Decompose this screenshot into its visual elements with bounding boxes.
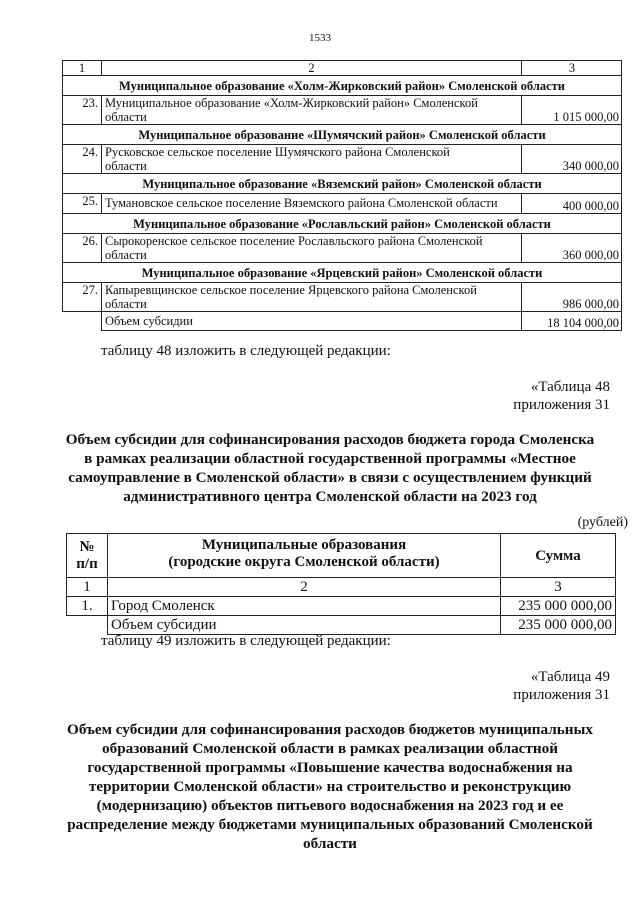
row-name: Русковское сельское поселение Шумячского района Смоленской области (102, 145, 522, 174)
header-municipalities: Муниципальные образования (городские округа Смоленской области) (108, 534, 501, 578)
index-col-1: 1 (67, 578, 108, 597)
total-label: Объем субсидии (108, 616, 501, 635)
title-line: Объем субсидии для софинансирования расходов бюджетов муниципальных (67, 721, 593, 738)
table-row (67, 597, 616, 616)
index-col-3: 3 (501, 578, 616, 597)
row-number: 1. (67, 597, 108, 616)
total-label: Объем субсидии (102, 312, 522, 331)
table-49-reference (513, 668, 610, 704)
row-amount: 340 000,00 (522, 145, 622, 174)
page-number: 1533 (309, 32, 331, 44)
table-group-26 (63, 214, 622, 263)
instruction-table-49: таблицу 49 изложить в следующей редакции: (101, 633, 391, 649)
row-amount: 360 000,00 (522, 234, 622, 263)
subsidy-table-48 (66, 533, 616, 635)
title-line: распределение между бюджетами муниципальных образований Смоленской (67, 816, 593, 833)
section-row: Муниципальное образование «Ярцевский район» Смоленской области (63, 263, 622, 283)
subsidy-table-continued (62, 60, 622, 331)
section-row: Муниципальное образование «Рославльский район» Смоленской области (63, 214, 622, 234)
table-48-label: «Таблица 48 (530, 379, 610, 395)
table-row (63, 145, 622, 174)
row-amount: 986 000,00 (522, 283, 622, 312)
total-row (67, 616, 616, 635)
row-amount: 400 000,00 (522, 194, 622, 214)
total-row (63, 312, 622, 331)
appendix-31-label: приложения 31 (513, 397, 610, 413)
row-name: Муниципальное образование «Холм-Жирковский район» Смоленской области (102, 96, 522, 125)
total-amount: 18 104 000,00 (522, 312, 622, 331)
table-row (63, 194, 622, 214)
section-row: Муниципальное образование «Шумячский район» Смоленской области (63, 125, 622, 145)
total-empty-cell (63, 312, 102, 331)
title-line: государственной программы «Повышение качества водоснабжения на (87, 759, 573, 776)
title-line: образований Смоленской области в рамках реализации областной (102, 740, 558, 757)
table-group-23 (63, 76, 622, 125)
title-line: административного центра Смоленской области на 2023 год (123, 488, 537, 505)
title-line: Объем субсидии для софинансирования расходов бюджета города Смоленска (65, 431, 595, 448)
header-col-3: 3 (522, 61, 622, 76)
section-row: Муниципальное образование «Холм-Жирковский район» Смоленской области (63, 76, 622, 96)
row-amount: 1 015 000,00 (522, 96, 622, 125)
total-amount: 235 000 000,00 (501, 616, 616, 635)
row-number: 23. (63, 96, 102, 125)
table-48-title (40, 430, 620, 506)
table-row (63, 96, 622, 125)
row-name: Капыревщинское сельское поселение Ярцевского района Смоленской области (102, 283, 522, 312)
instruction-table-48: таблицу 48 изложить в следующей редакции: (101, 343, 391, 359)
table-48-reference (513, 378, 610, 414)
row-number: 24. (63, 145, 102, 174)
section-row: Муниципальное образование «Вяземский район» Смоленской области (63, 174, 622, 194)
table-row (63, 234, 622, 263)
title-line: самоуправление в Смоленской области» в связи с осуществлением функций (68, 469, 592, 486)
table-header-row (63, 61, 622, 76)
table-group-25 (63, 174, 622, 214)
index-col-2: 2 (108, 578, 501, 597)
title-line: области (303, 835, 357, 852)
header-col-1: 1 (63, 61, 102, 76)
table-header-row (67, 534, 616, 578)
total-empty-cell (67, 616, 108, 635)
row-number: 27. (63, 283, 102, 312)
units-label: (рублей) (577, 515, 628, 530)
title-line: территории Смоленской области» на строительство и реконструкцию (88, 778, 572, 795)
table-row (63, 283, 622, 312)
table-49-title (40, 720, 620, 853)
table-49-label: «Таблица 49 (530, 669, 610, 685)
row-amount: 235 000 000,00 (501, 597, 616, 616)
title-line: в рамках реализации областной государственной программы «Местное (84, 450, 576, 467)
header-col-2: 2 (102, 61, 522, 76)
row-name: Город Смоленск (108, 597, 501, 616)
row-number: 25. (63, 194, 102, 214)
header-number: № п/п (67, 534, 108, 578)
appendix-31-label: приложения 31 (513, 687, 610, 703)
row-name: Сырокоренское сельское поселение Рославльского района Смоленской области (102, 234, 522, 263)
row-number: 26. (63, 234, 102, 263)
header-sum: Сумма (501, 534, 616, 578)
index-row (67, 578, 616, 597)
title-line: (модернизацию) объектов питьевого водоснабжения на 2023 год и ее (96, 797, 564, 814)
table-group-24 (63, 125, 622, 174)
table-group-27 (63, 263, 622, 312)
row-name: Тумановское сельское поселение Вяземского района Смоленской области (102, 194, 522, 214)
